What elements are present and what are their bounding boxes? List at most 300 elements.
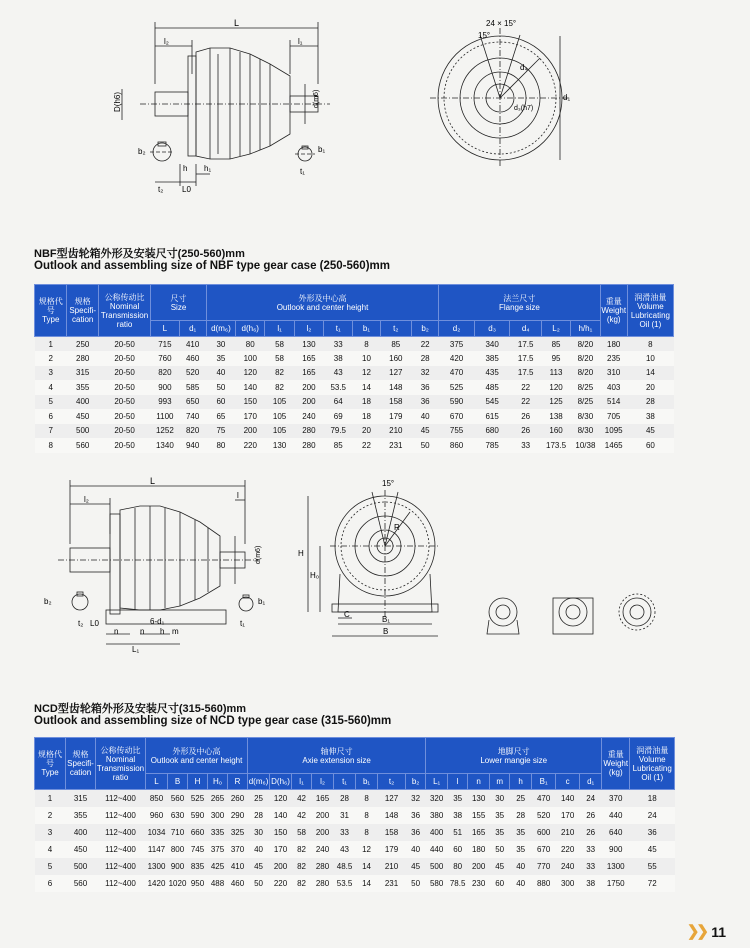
header-line: (kg) (606, 315, 621, 324)
table-cell: 127 (380, 366, 411, 381)
table-cell: 148 (378, 807, 406, 824)
table-cell: 210 (378, 858, 406, 875)
table-cell: 200 (294, 395, 323, 410)
table-cell: 45 (412, 424, 439, 439)
table-cell: 220 (270, 875, 292, 892)
header-line: cation (72, 315, 94, 324)
table-cell: 155 (468, 807, 490, 824)
header-line: 公称传动比 (100, 745, 141, 755)
table-cell: 1300 (146, 858, 168, 875)
table-row (35, 366, 674, 381)
header-line: 轴伸尺寸 (320, 746, 353, 756)
table-cell: 200 (270, 858, 292, 875)
table-cell: 55 (630, 858, 675, 875)
table-cell: 10 (353, 351, 380, 366)
ncd-header-axie (248, 738, 426, 774)
header-line: 公称传动比 (104, 292, 145, 302)
table-cell: 440 (602, 807, 630, 824)
table-cell: 514 (600, 395, 627, 410)
table-cell: 950 (188, 875, 208, 892)
table-cell: 105 (265, 424, 294, 439)
nbf-subheader: L (151, 321, 179, 337)
ncd-header-outlook (146, 738, 248, 774)
table-cell: 200 (468, 858, 490, 875)
table-cell: 30 (206, 337, 235, 352)
nbf-subheader: b₂ (412, 321, 439, 337)
table-cell: 25 (248, 790, 270, 807)
table-cell: 880 (532, 875, 556, 892)
nbf-side-view-drawing (100, 14, 350, 199)
table-cell: 900 (602, 841, 630, 858)
table-cell: 450 (67, 409, 98, 424)
table-cell: 35 (490, 824, 510, 841)
table-cell: 5 (35, 858, 66, 875)
ncd-subheader: l (448, 774, 468, 790)
table-cell: 200 (312, 807, 334, 824)
table-cell: 560 (66, 875, 96, 892)
table-cell: 280 (294, 424, 323, 439)
table-cell: 140 (556, 790, 580, 807)
table-cell: 170 (270, 841, 292, 858)
nbf-subheader: d(h₆) (236, 321, 265, 337)
header-line: Oil (1) (641, 772, 664, 782)
ncd-side-view-drawing (40, 474, 280, 659)
ncd-header-type (35, 738, 66, 790)
table-cell: 28 (510, 807, 532, 824)
table-cell: 1420 (146, 875, 168, 892)
table-cell: 5 (35, 395, 67, 410)
ncd-subheader: t₂ (378, 774, 406, 790)
header-line: Weight (601, 306, 627, 315)
table-cell: 660 (188, 824, 208, 841)
table-cell: 36 (406, 807, 426, 824)
header-line: 外形及中心高 (298, 293, 347, 303)
table-cell: 375 (208, 841, 228, 858)
table-cell: 630 (168, 807, 188, 824)
table-cell: 45 (630, 841, 675, 858)
table-cell: 113 (541, 366, 570, 381)
table-cell: 335 (208, 824, 228, 841)
table-cell: 33 (324, 337, 353, 352)
nbf-subheader: l₁ (265, 321, 294, 337)
table-cell: 18 (353, 395, 380, 410)
ncd-title-cn: NCD型齿轮箱外形及安装尺寸(315-560)mm (34, 703, 247, 715)
nbf-subheader: d(m₆) (206, 321, 235, 337)
table-cell: 420 (439, 351, 475, 366)
nbf-subheader: t₁ (324, 321, 353, 337)
ncd-header-lower (426, 738, 602, 774)
table-cell: 200 (312, 824, 334, 841)
table-cell: 26 (510, 424, 541, 439)
table-cell: 17.5 (510, 366, 541, 381)
header-line: 法兰尺寸 (503, 293, 536, 303)
table-cell: 755 (439, 424, 475, 439)
table-cell: 51 (448, 824, 468, 841)
header-line: Nominal (109, 301, 140, 311)
table-cell: 36 (630, 824, 675, 841)
table-cell: 36 (412, 395, 439, 410)
ncd-header-oil (630, 738, 675, 790)
table-cell: 50 (248, 875, 270, 892)
table-cell: 210 (380, 424, 411, 439)
table-cell: 900 (168, 858, 188, 875)
table-cell: 35 (490, 807, 510, 824)
table-cell: 33 (510, 438, 541, 453)
nbf-header-flange (439, 285, 600, 321)
ncd-dim-6d1-label: 6-d₁ (150, 617, 165, 626)
table-cell: 1020 (168, 875, 188, 892)
table-cell: 280 (294, 438, 323, 453)
table-cell: 179 (380, 409, 411, 424)
table-cell: 165 (468, 824, 490, 841)
table-cell: 10 (627, 351, 673, 366)
header-line: 规格代号 (38, 750, 62, 768)
ncd-header-weight (602, 738, 630, 790)
nbf-subheader: L₂ (541, 321, 570, 337)
table-cell: 370 (602, 790, 630, 807)
table-cell: 95 (541, 351, 570, 366)
dim-b2-label: b₂ (138, 147, 146, 156)
table-cell: 120 (236, 366, 265, 381)
table-cell: 35 (206, 351, 235, 366)
table-cell: 400 (67, 395, 98, 410)
table-cell: 170 (556, 807, 580, 824)
table-cell: 590 (439, 395, 475, 410)
nbf-subheader: b₁ (353, 321, 380, 337)
header-line: 外形及中心高 (172, 746, 221, 756)
header-line: Lower mangie size (480, 755, 548, 765)
header-line: Transmission (100, 310, 149, 320)
table-cell: 1340 (151, 438, 179, 453)
table-cell: 22 (510, 395, 541, 410)
table-cell: 280 (67, 351, 98, 366)
nbf-header-ratio (98, 285, 150, 337)
table-cell: 24 (630, 807, 675, 824)
table-cell: 525 (188, 790, 208, 807)
table-cell: 585 (179, 380, 206, 395)
table-cell: 1465 (600, 438, 627, 453)
table-cell: 960 (146, 807, 168, 824)
table-cell: 993 (151, 395, 179, 410)
ncd-dim-t1-label: t₁ (240, 619, 245, 628)
ncd-dim-h-label: h (160, 627, 165, 636)
ncd-header-spec (66, 738, 96, 790)
table-cell: 740 (179, 409, 206, 424)
table-cell: 460 (228, 875, 248, 892)
table-cell: 40 (510, 875, 532, 892)
nbf-subheader: l₂ (294, 321, 323, 337)
table-cell: 860 (439, 438, 475, 453)
ncd-subheader: h (510, 774, 532, 790)
table-cell: 179 (378, 841, 406, 858)
table-cell: 43 (324, 366, 353, 381)
table-cell: 560 (67, 438, 98, 453)
ncd-dim-B-label: B (383, 627, 389, 636)
nbf-subheader: d₁ (179, 321, 206, 337)
table-cell: 670 (439, 409, 475, 424)
table-cell: 380 (426, 807, 448, 824)
table-cell: 58 (292, 824, 312, 841)
table-cell: 138 (541, 409, 570, 424)
table-cell: 38 (324, 351, 353, 366)
table-cell: 785 (474, 438, 510, 453)
ncd-dim-t2-label: t₂ (78, 619, 84, 628)
table-cell: 43 (334, 841, 356, 858)
table-cell: 33 (580, 858, 602, 875)
table-cell: 20-50 (98, 395, 150, 410)
table-cell: 69 (324, 409, 353, 424)
ncd-subheader: L₁ (426, 774, 448, 790)
table-row (35, 337, 674, 352)
table-cell: 112~400 (96, 824, 146, 841)
table-row (35, 380, 674, 395)
table-cell: 8/20 (571, 337, 600, 352)
table-cell: 105 (265, 409, 294, 424)
table-cell: 30 (490, 790, 510, 807)
table-cell: 8/20 (571, 366, 600, 381)
table-cell: 17.5 (510, 351, 541, 366)
table-cell: 17.5 (510, 337, 541, 352)
table-cell: 26 (580, 807, 602, 824)
dim-D-label: D(h6) (113, 91, 122, 112)
table-cell: 180 (600, 337, 627, 352)
table-cell: 14 (627, 366, 673, 381)
ncd-subheader: t₁ (334, 774, 356, 790)
table-cell: 28 (334, 790, 356, 807)
table-cell: 28 (248, 807, 270, 824)
table-cell: 14 (356, 875, 378, 892)
table-cell: 850 (146, 790, 168, 807)
header-line: 重量 (605, 297, 622, 306)
table-cell: 4 (35, 841, 66, 858)
table-cell: 35 (510, 841, 532, 858)
header-line: Size (170, 302, 187, 312)
ncd-subheader: c (556, 774, 580, 790)
table-cell: 310 (600, 366, 627, 381)
nbf-subheader: d₃ (474, 321, 510, 337)
dim-t2-label: t₂ (158, 185, 164, 194)
table-cell: 375 (439, 337, 475, 352)
table-cell: 60 (206, 395, 235, 410)
table-cell: 470 (532, 790, 556, 807)
table-cell: 82 (292, 841, 312, 858)
table-cell: 53.5 (324, 380, 353, 395)
table-cell: 42 (292, 807, 312, 824)
table-cell: 545 (474, 395, 510, 410)
angle-24x15-label: 24 × 15° (486, 19, 517, 28)
nbf-title-en: Outlook and assembling size of NBF type gear case (250-560)mm (34, 260, 390, 272)
table-cell: 36 (406, 824, 426, 841)
table-cell: 85 (324, 438, 353, 453)
table-cell: 130 (468, 790, 490, 807)
table-cell: 520 (179, 366, 206, 381)
header-line: Lubricating (630, 310, 670, 320)
dim-t1-label: t₁ (300, 167, 305, 176)
table-cell: 3 (35, 824, 66, 841)
table-cell: 158 (380, 395, 411, 410)
table-row (35, 841, 675, 858)
table-row (35, 409, 674, 424)
table-cell: 8/30 (571, 424, 600, 439)
nbf-spec-table (34, 284, 674, 453)
table-cell: 20-50 (98, 438, 150, 453)
table-cell: 3 (35, 366, 67, 381)
table-cell: 79.5 (324, 424, 353, 439)
header-line: 规格 (72, 750, 89, 759)
table-cell: 410 (228, 858, 248, 875)
nbf-header-spec (67, 285, 98, 337)
table-cell: 7 (35, 424, 67, 439)
header-line: 润滑油量 (634, 292, 667, 302)
table-cell: 35 (510, 824, 532, 841)
page-number: 11 (711, 924, 726, 940)
table-cell: 1095 (600, 424, 627, 439)
header-line: 规格 (74, 297, 91, 306)
header-line: ratio (116, 319, 133, 329)
table-cell: 112~400 (96, 875, 146, 892)
ncd-small-views-drawing (475, 590, 675, 640)
header-line: Transmission (96, 763, 145, 773)
header-line: Volume (638, 754, 666, 764)
table-cell: 33 (334, 824, 356, 841)
table-cell: 20-50 (98, 409, 150, 424)
table-cell: 12 (353, 366, 380, 381)
table-cell: 50 (490, 841, 510, 858)
table-cell: 20-50 (98, 337, 150, 352)
header-line: 重量 (607, 750, 624, 759)
table-cell: 500 (67, 424, 98, 439)
ncd-dim-m-label: m (172, 627, 179, 636)
ncd-subheader: D(h₆) (270, 774, 292, 790)
table-cell: 8 (356, 790, 378, 807)
table-cell: 200 (294, 380, 323, 395)
table-cell: 170 (236, 409, 265, 424)
table-cell: 80 (206, 438, 235, 453)
table-cell: 127 (378, 790, 406, 807)
table-cell: 65 (206, 409, 235, 424)
table-cell: 31 (334, 807, 356, 824)
nbf-subheader: t₂ (380, 321, 411, 337)
ncd-dim-H-label: H (298, 549, 304, 558)
table-cell: 500 (426, 858, 448, 875)
ncd-dim-b2-label: b₂ (44, 597, 52, 606)
table-cell: 112~400 (96, 858, 146, 875)
table-cell: 235 (600, 351, 627, 366)
table-cell: 82 (265, 366, 294, 381)
table-cell: 148 (380, 380, 411, 395)
table-cell: 265 (208, 790, 228, 807)
header-line: Axie extension size (302, 755, 371, 765)
table-cell: 42 (292, 790, 312, 807)
header-line: Lubricating (632, 763, 672, 773)
header-line: Oil (1) (639, 319, 662, 329)
table-cell: 140 (236, 380, 265, 395)
table-cell: 231 (380, 438, 411, 453)
table-cell: 260 (228, 790, 248, 807)
table-cell: 745 (188, 841, 208, 858)
table-cell: 435 (474, 366, 510, 381)
table-row (35, 351, 674, 366)
nbf-header-size (151, 285, 207, 321)
table-cell: 200 (236, 424, 265, 439)
table-cell: 20 (353, 424, 380, 439)
angle-15-label: 15° (478, 31, 491, 40)
table-cell: 20-50 (98, 366, 150, 381)
table-cell: 1034 (146, 824, 168, 841)
table-cell: 32 (412, 366, 439, 381)
table-cell: 315 (66, 790, 96, 807)
header-line: Specifi- (69, 306, 97, 315)
table-cell: 488 (208, 875, 228, 892)
table-cell: 231 (378, 875, 406, 892)
table-cell: 525 (439, 380, 475, 395)
ncd-subheader: R (228, 774, 248, 790)
table-cell: 650 (179, 395, 206, 410)
table-cell: 670 (532, 841, 556, 858)
ncd-title-en: Outlook and assembling size of NCD type gear case (315-560)mm (34, 715, 392, 727)
table-cell: 12 (356, 841, 378, 858)
header-line: ratio (112, 772, 129, 782)
ncd-subheader: d₁ (580, 774, 602, 790)
table-cell: 20-50 (98, 424, 150, 439)
ncd-subheader: B (168, 774, 188, 790)
table-cell: 385 (474, 351, 510, 366)
table-cell: 315 (67, 366, 98, 381)
table-cell: 280 (312, 875, 334, 892)
table-cell: 78.5 (448, 875, 468, 892)
table-cell: 403 (600, 380, 627, 395)
table-cell: 640 (602, 824, 630, 841)
ncd-subheader: m (490, 774, 510, 790)
table-cell: 22 (412, 337, 439, 352)
table-cell: 6 (35, 875, 66, 892)
dim-b1-label: b₁ (318, 145, 326, 154)
header-line: Flange size (498, 302, 540, 312)
table-cell: 20-50 (98, 380, 150, 395)
table-cell: 280 (312, 858, 334, 875)
table-cell: 615 (474, 409, 510, 424)
table-cell: 14 (356, 858, 378, 875)
ncd-dim-B1-label: B₁ (382, 615, 391, 624)
table-cell: 33 (580, 841, 602, 858)
ncd-dim-d-label: d(m6) (255, 545, 262, 564)
table-cell: 100 (236, 351, 265, 366)
ncd-subheader: H (188, 774, 208, 790)
header-line: 润滑油量 (636, 745, 669, 755)
table-cell: 240 (556, 858, 580, 875)
ncd-subheader: L (146, 774, 168, 790)
table-cell: 40 (248, 841, 270, 858)
table-cell: 105 (265, 395, 294, 410)
header-line: 规格代号 (38, 297, 63, 315)
nbf-header-weight (600, 285, 627, 337)
table-cell: 8 (356, 824, 378, 841)
table-row (35, 424, 674, 439)
nbf-title-cn: NBF型齿轮箱外形及安装尺寸(250-560)mm (34, 248, 245, 260)
table-cell: 40 (510, 858, 532, 875)
table-cell: 2 (35, 807, 66, 824)
table-cell: 25 (510, 790, 532, 807)
table-cell: 1147 (146, 841, 168, 858)
table-cell: 38 (580, 875, 602, 892)
table-cell: 240 (294, 409, 323, 424)
table-cell: 8 (35, 438, 67, 453)
table-cell: 680 (474, 424, 510, 439)
table-cell: 470 (439, 366, 475, 381)
table-cell: 26 (580, 824, 602, 841)
dim-d1-label: d₁ (563, 93, 571, 102)
ncd-subheader: B₁ (532, 774, 556, 790)
